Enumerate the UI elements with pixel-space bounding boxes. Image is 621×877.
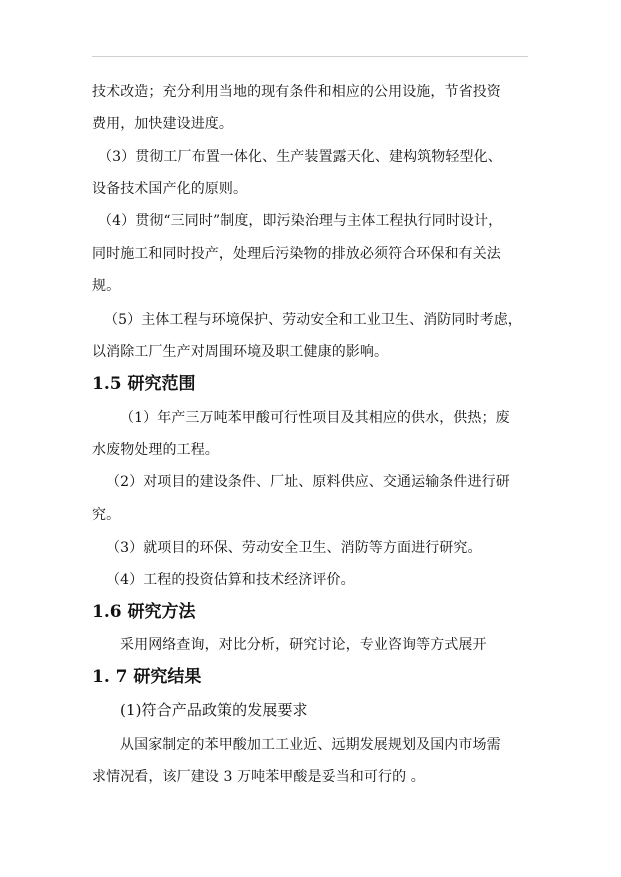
paragraph-line: 技术改造；充分利用当地的现有条件和相应的公用设施，节省投资 [92,84,501,100]
paragraph-line: 费用，加快建设进度。 [92,116,233,132]
paragraph-line: 同时施工和同时投产，处理后污染物的排放必须符合环保和有关法 [92,246,501,262]
list-item-line: （2）对项目的建设条件、厂址、原料供应、交通运输条件进行研 [106,474,510,490]
section-body-line: 采用网络查询，对比分析，研究讨论，专业咨询等方式展开 [120,637,487,653]
paragraph-line: （3）贯彻工厂布置一体化、生产装置露天化、建构筑物轻型化、 [98,149,502,165]
paragraph-line: 规。 [92,278,121,294]
section-heading-1-7: 1. 7 研究结果 [92,667,202,687]
list-item-line: 究。 [92,507,121,523]
list-item-line: （3）就项目的环保、劳动安全卫生、消防等方面进行研究。 [106,540,482,556]
list-item-line: 水废物处理的工程。 [92,442,219,458]
paragraph-line: （5）主体工程与环境保护、劳动安全和工业卫生、消防同时考虑， [104,312,522,328]
header-rule [92,56,528,57]
paragraph-line: （4）贯彻“三同时”制度，即污染治理与主体工程执行同时设计， [98,213,503,229]
paragraph-line: 以消除工厂生产对周围环境及职工健康的影响。 [92,344,389,360]
list-item-line: （4）工程的投资估算和技术经济评价。 [106,572,355,588]
section-heading-1-5: 1.5 研究范围 [92,374,196,394]
section-body-line: 从国家制定的苯甲酸加工工业近、远期发展规划及国内市场需 [120,737,501,753]
list-item-line: （1）年产三万吨苯甲酸可行性项目及其相应的供水，供热；废 [120,410,510,426]
section-heading-1-6: 1.6 研究方法 [92,602,196,622]
section-body-line: 求情况看，该厂建设 3 万吨苯甲酸是妥当和可行的 。 [92,769,425,785]
paragraph-line: 设备技术国产化的原则。 [92,181,248,197]
subsection-heading: (1)符合产品政策的发展要求 [120,701,308,719]
